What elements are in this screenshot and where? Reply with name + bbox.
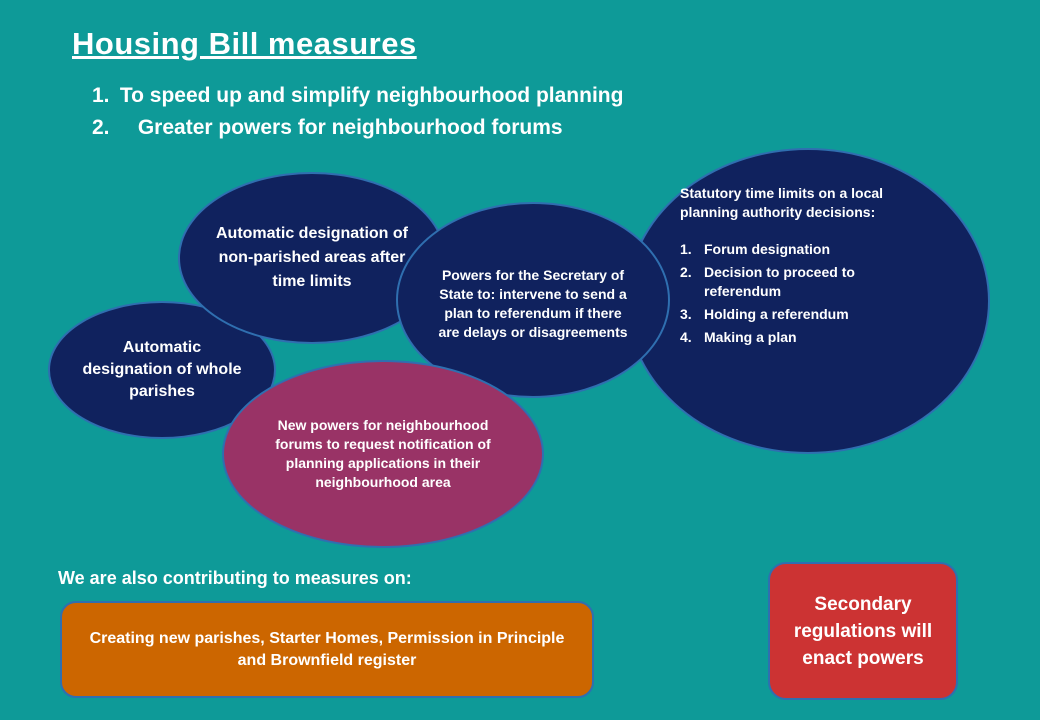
list-text: Making a plan [704,329,797,345]
list-item [680,263,918,301]
page-title: Housing Bill measures [72,26,417,61]
box-text: Creating new parishes, Starter Homes, Permission in Principle and Brownfield register [89,629,565,669]
box-text: Secondary regulations will enact powers [793,593,933,669]
subtitle-number: 2. [92,116,110,139]
list-item [680,305,918,324]
statutory-list [680,240,918,347]
subtitle-text: To speed up and simplify neighbourhood planning [119,84,624,107]
list-item [680,328,918,347]
contributing-measures-box [60,601,594,698]
bubble-text: New powers for neighbourhood forums to request notification of planning applications in their neighbourhood area [275,417,491,490]
forum-powers-bubble [222,360,544,548]
bubble-text: Automatic designation of non-parished areas after time limits [216,225,408,290]
list-number: 2. [680,264,692,280]
list-text: Forum designation [704,241,830,257]
subtitle-item-1 [92,84,623,108]
subtitle-item-2 [92,116,563,140]
statutory-limits-bubble [626,148,990,454]
list-number: 4. [680,329,692,345]
list-number: 1. [680,241,692,257]
list-text: Decision to proceed to referendum [704,264,855,299]
subtitle-text: Greater powers for neighbourhood forums [137,116,563,139]
contributing-heading: We are also contributing to measures on: [58,568,412,588]
list-text: Holding a referendum [704,306,849,322]
statutory-content [680,184,918,351]
statutory-heading: Statutory time limits on a local planning authority decisions: [680,185,884,220]
list-number: 3. [680,306,692,322]
subtitle-number: 1. [92,84,110,107]
secondary-regulations-box [768,562,958,700]
list-item [680,240,918,259]
bubble-text: Automatic designation of whole parishes [82,339,242,400]
bubble-text: Powers for the Secretary of State to: intervene to send a plan to referendum if there are delays or disagreements [438,267,628,340]
